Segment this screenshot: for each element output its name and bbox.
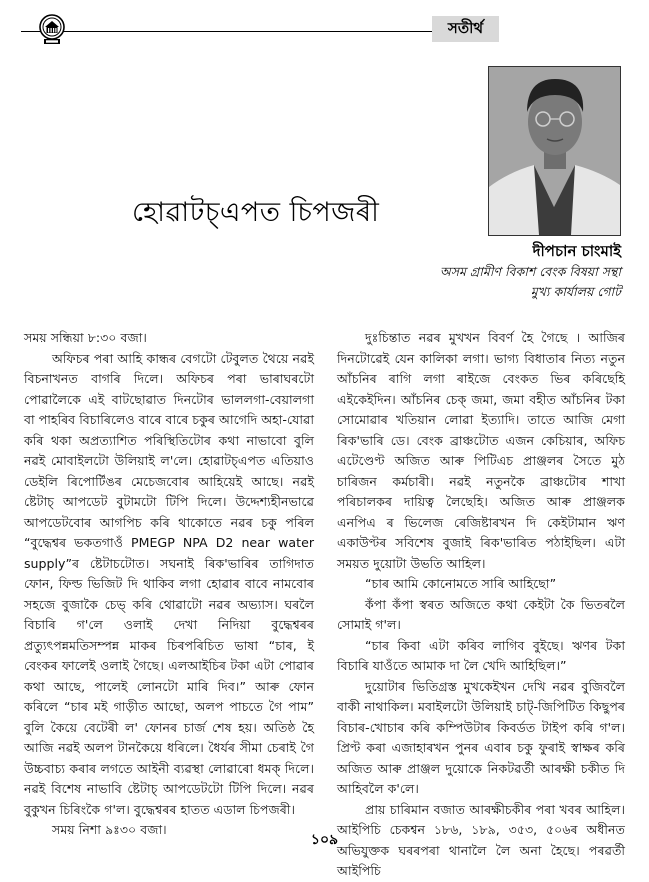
article-left-column (24, 328, 314, 841)
paragraph: “চাৰ কিবা এটা কৰিব লাগিব বুইছে। ঋণৰ টকা বিচাৰি যাওঁতে আমাক দা লৈ খেদি আহিছিল।” (337, 637, 625, 673)
author-byline (440, 240, 621, 302)
section-tag: সতীৰ্থ (432, 16, 499, 42)
paragraph: অফিচৰ পৰা আহি কান্ধৰ বেগটো টেবুলত থৈয়ে নৱই বিচনাখনত বাগৰি দিলে। অফিচৰ পৰা ভাৰাঘৰটো পোৱালৈকে এই বাটছোৱাত দিনটোৰ ভাললগা-বেয়ালগা বা পাহৰিব বিচাৰিলেও বাৰে বাৰে চকুৰ আগেদি অহা-যোৱা কৰি থকা অপ্ৰত্যাশিত পৰিস্থিতিটোৰ কথা নাভাবো বুলি নৱই মোবাইলটো উলিয়াই ল'লে। হোৱাটচ্এপত এতিয়াও ডেইলি ৰিপোৰ্টিঙৰ মেচেজবোৰ আহিয়েই আছে। নৱই ষ্টেটাচ্ আপডেট বুটামটো টিপি দিলে। উদ্দেশ্যহীনভাৱে আপডেটবোৰ আগপিচ কৰি থাকোতে নৱৰ চকু পৰিল “বুদ্ধেশ্বৰ ভকতগাওঁ PMEGP NPA D2 near water supply”ৰ ষ্টেটাচটোত। সঘনাই ৰিক'ভাৰিৰ তাগিদাত ফোন, ফিল্ড ভিজিট দি থাকিব লগা হোৱাৰ বাবে নামবোৰ সহজে বুজাকৈ চেভ্ কৰি থোৱাটো নৱৰ অভ্যাস। ঘৰলৈ বিচাৰি গ'লে ওলাই দেখা নিদিয়া বুদ্ধেশ্বৰৰ প্ৰত্যুৎপন্নমতিসম্পন্ন মাকৰ চিৰপৰিচিত ভাষা “চাৰ, ই বেংকৰ ফালেই ওলাই গৈছে। এলআইচিৰ টকা এটা পোৱাৰ কথা আছে, পালেই লোনটো মাৰি দিব।” আৰু ফোন কৰিলে “চাৰ মই গাড়ীত আছো, অলপ পাচতে গৈ পাম” বুলি কৈয়ে বেটেৰী ল' ফোনৰ চাৰ্জ শেষ হয়। অতিষ্ঠ হৈ আজি নৱই অলপ টানকৈয়ে ধৰিলে। ধৈৰ্যৰ সীমা চেৰাই গৈ উচ্চবাচ্য কৰাৰ লগতে আইনী ব্যৱস্থা লোৱাৰো ধমক্ দিলে। নৱই বিশেষ নাভাবি ষ্টেটাচ্ আপডেটটো টিপি দিলে। নৱৰ বুকুখন চিৰিংকৈ গ'ল। বুদ্ধেশ্বৰৰ হাতত এডাল চিপজৰী। (24, 350, 314, 817)
article-right-column (337, 328, 625, 882)
header-rule (21, 31, 432, 32)
paragraph: “চাৰ আমি কোনোমতে সাৰি আহিছো” (365, 576, 557, 591)
nabard-emblem-icon (38, 14, 66, 46)
author-affiliation-office: মুখ্য কাৰ্যালয় গোট (530, 284, 621, 299)
paragraph: প্ৰায় চাৰিমান বজাত আৰক্ষীচকীৰ পৰা খবৰ আহিল। আইপিচি চেকশ্বন ১৮৬, ১৮৯, ৩৫৩, ৫০৬ৰ অধীনত অভিযুক্তক ঘৰৰপৰা থানালৈ লৈ অনা হৈছে। পৰৱৰ্তী আইপিচি (337, 801, 625, 878)
paragraph: সময় সন্ধিয়া ৮:৩০ বজা। (24, 330, 147, 345)
page-number: ১০৯ (310, 832, 339, 848)
author-portrait-photo (488, 66, 621, 236)
paragraph: কঁপা কঁপা স্বৰত অজিতে কথা কেইটা কৈ ভিতৰলৈ সোমাই গ'ল। (337, 596, 625, 632)
paragraph: সময় নিশা ৯ঃ৩০ বজা। (52, 822, 167, 837)
paragraph: দুঃচিন্তাত নৱৰ মুখখন বিবৰ্ণ হৈ গৈছে । আজিৰ দিনটোৱেই যেন কালিকা লগা। ভাগ্য বিধাতাৰ নিত্য নতুন আঁচনিৰ ৰাগি লগা ৰাইজে বেংকত ভিৰ কৰিছেহি এইকেইদিন। আঁচনিৰ চেক্ জমা, জমা বহীত আঁচনিৰ টকা সোমোৱাৰ খতিয়ান লোৱা ইত্যাদি। তাতে আজি মেগা ৰিক'ভাৰি ডে। বেংক ব্ৰাঞ্চটোত এজন কেচিয়াৰ, অফিচ এটেণ্ডেণ্ট অজিত আৰু পিটিএচ প্ৰাঞ্জলৰ সৈতে মুঠ চাৰিজন কৰ্মচাৰী। নৱই নতুনকৈ ব্ৰাঞ্চটোৰ শাখা পৰিচালকৰ দায়িত্ব লৈছেহি। অজিত আৰু প্ৰাঞ্জলক এনপিএ ৰ ভিলেজ ৰেজিষ্টাৰখন দি কেইটামান ঋণ একাউণ্টৰ সবিশেষ বুজাই ৰিক'ভাৰিত পঠাইছিল। এটা সময়ত দুয়োটা উভতি আহিল। (337, 330, 625, 571)
author-affiliation-org: অসম গ্ৰামীণ বিকাশ বেংক বিষয়া সন্থা (439, 264, 621, 279)
paragraph: দুয়োটাৰ ভিতিগ্ৰস্ত মুখকেইখন দেখি নৱৰ বুজিবলৈ বাকী নাথাকিল। মবাইলটো উলিয়াই চাট্-জিপিটিত কিছুপৰ বিচাৰ-খোচাৰ কৰি কম্পিউটাৰ কিবৰ্ডত টাইপ কৰি গ'ল। প্ৰিণ্ট কৰা এজাহাৰখন পুনৰ এবাৰ চকু ফুৰাই স্বাক্ষৰ কৰি অজিত আৰু প্ৰাঞ্জল দুয়োকে নিকটৱৰ্তী আৰক্ষী চকীত দি আহিবলৈ ক'লে। (337, 678, 625, 796)
author-name: দীপচান চাংমাই (532, 242, 621, 260)
article-title: হোৱাটচ্এপত চিপজৰী (132, 197, 380, 228)
